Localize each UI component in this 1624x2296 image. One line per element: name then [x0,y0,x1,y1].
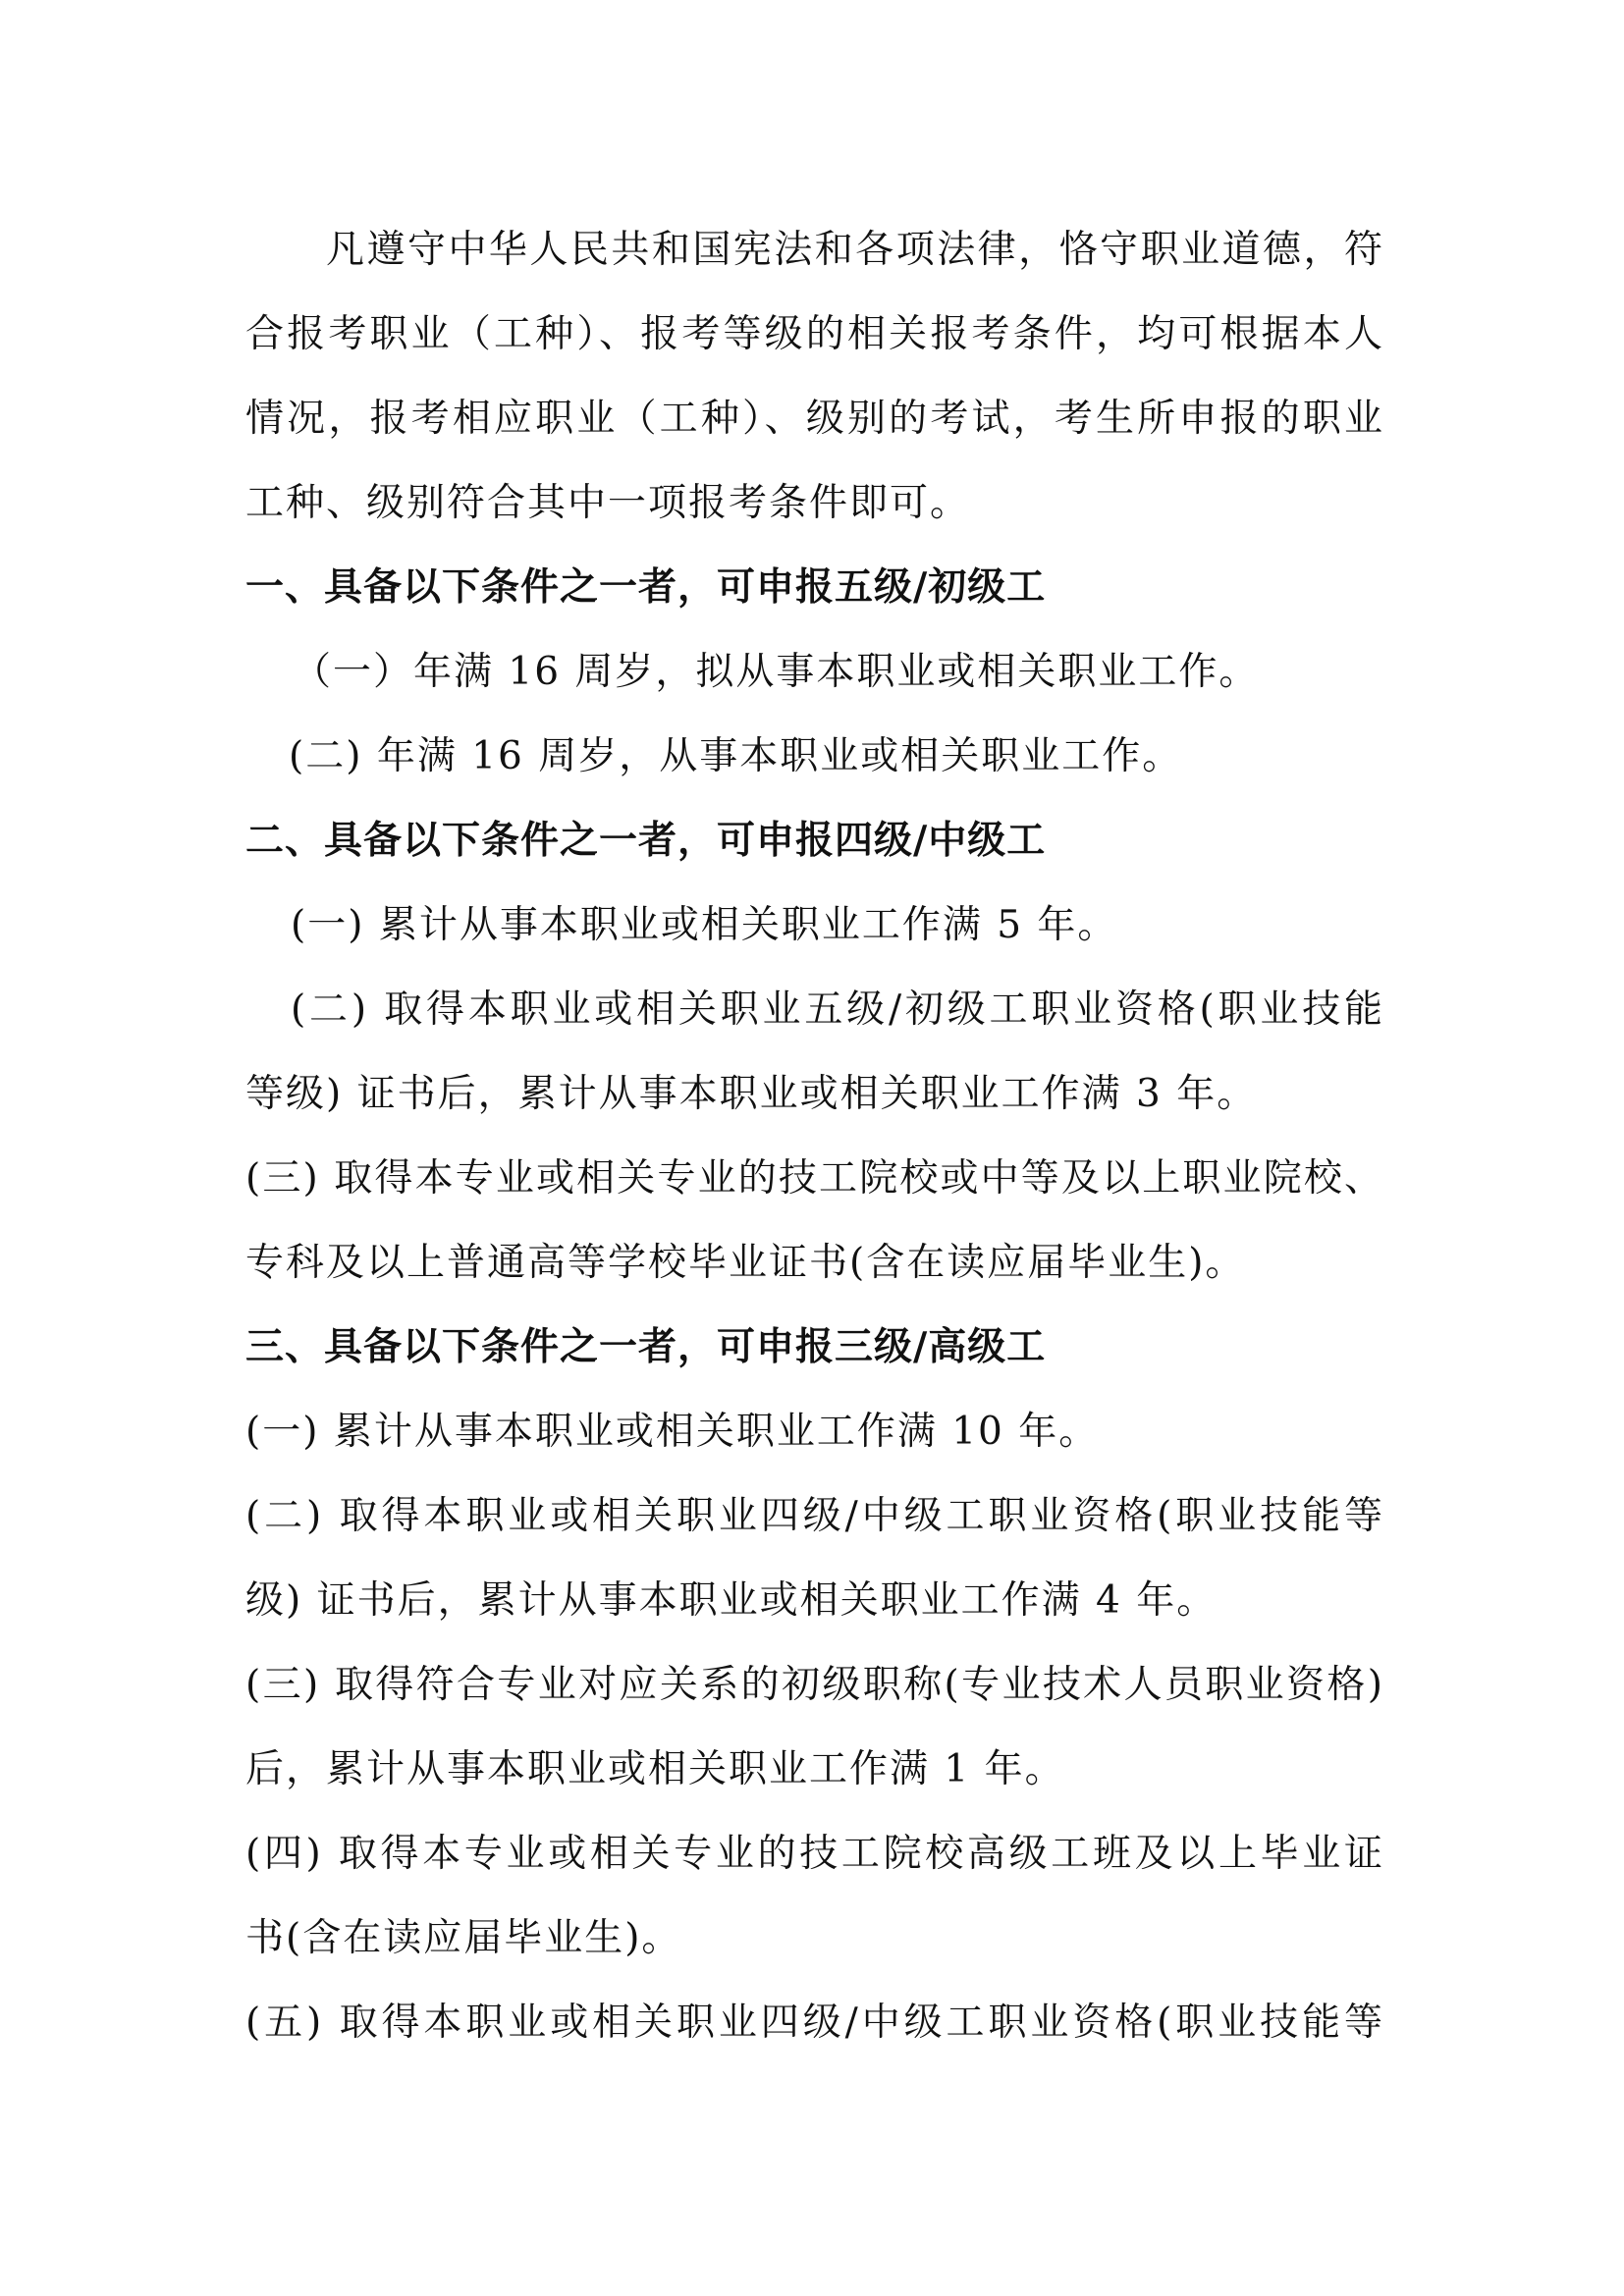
condition-item-continued: 级) 证书后，累计从事本职业或相关职业工作满 4 年。 [245,1578,1218,1623]
intro-line: 凡遵守中华人民共和国宪法和各项法律，恪守职业道德，符 [326,228,1384,272]
condition-item-continued: 专科及以上普通高等学校毕业证书(含在读应届毕业生)。 [245,1241,1246,1285]
intro-line: 合报考职业（工种）、报考等级的相关报考条件，均可根据本人 [245,312,1384,356]
condition-item: (四) 取得本专业或相关专业的技工院校高级工班及以上毕业证 [245,1832,1384,1876]
condition-item: (三) 取得符合专业对应关系的初级职称(专业技术人员职业资格) [245,1663,1384,1707]
condition-item: (二) 取得本职业或相关职业五级/初级工职业资格(职业技能 [291,988,1384,1032]
section-level-4 [245,799,1384,1306]
condition-item: (一) 累计从事本职业或相关职业工作满 10 年。 [245,1410,1100,1454]
condition-item: (五) 取得本职业或相关职业四级/中级工职业资格(职业技能等 [245,2001,1384,2045]
condition-item-continued: 书(含在读应届毕业生)。 [245,1916,682,1960]
condition-item: （一）年满 16 周岁，拟从事本职业或相关职业工作。 [293,650,1260,694]
section-level-3 [245,1306,1384,2065]
condition-item-continued: 后，累计从事本职业或相关职业工作满 1 年。 [245,1747,1065,1791]
condition-item: (三) 取得本专业或相关专业的技工院校或中等及以上职业院校、 [245,1156,1384,1201]
section-heading: 二、具备以下条件之一者，可申报四级/中级工 [245,819,1047,863]
intro-line: 情况，报考相应职业（工种）、级别的考试，考生所申报的职业 [245,397,1384,441]
document-page [245,208,1384,2065]
section-level-5 [245,546,1384,799]
intro-paragraph [245,208,1384,546]
intro-line: 工种、级别符合其中一项报考条件即可。 [245,481,971,525]
condition-item: (二) 年满 16 周岁，从事本职业或相关职业工作。 [289,734,1183,778]
section-heading: 三、具备以下条件之一者，可申报三级/高级工 [245,1325,1047,1369]
condition-item-continued: 等级) 证书后，累计从事本职业或相关职业工作满 3 年。 [245,1072,1258,1116]
section-heading: 一、具备以下条件之一者，可申报五级/初级工 [245,565,1047,610]
condition-item: (二) 取得本职业或相关职业四级/中级工职业资格(职业技能等 [245,1494,1384,1538]
condition-item: (一) 累计从事本职业或相关职业工作满 5 年。 [291,903,1118,947]
